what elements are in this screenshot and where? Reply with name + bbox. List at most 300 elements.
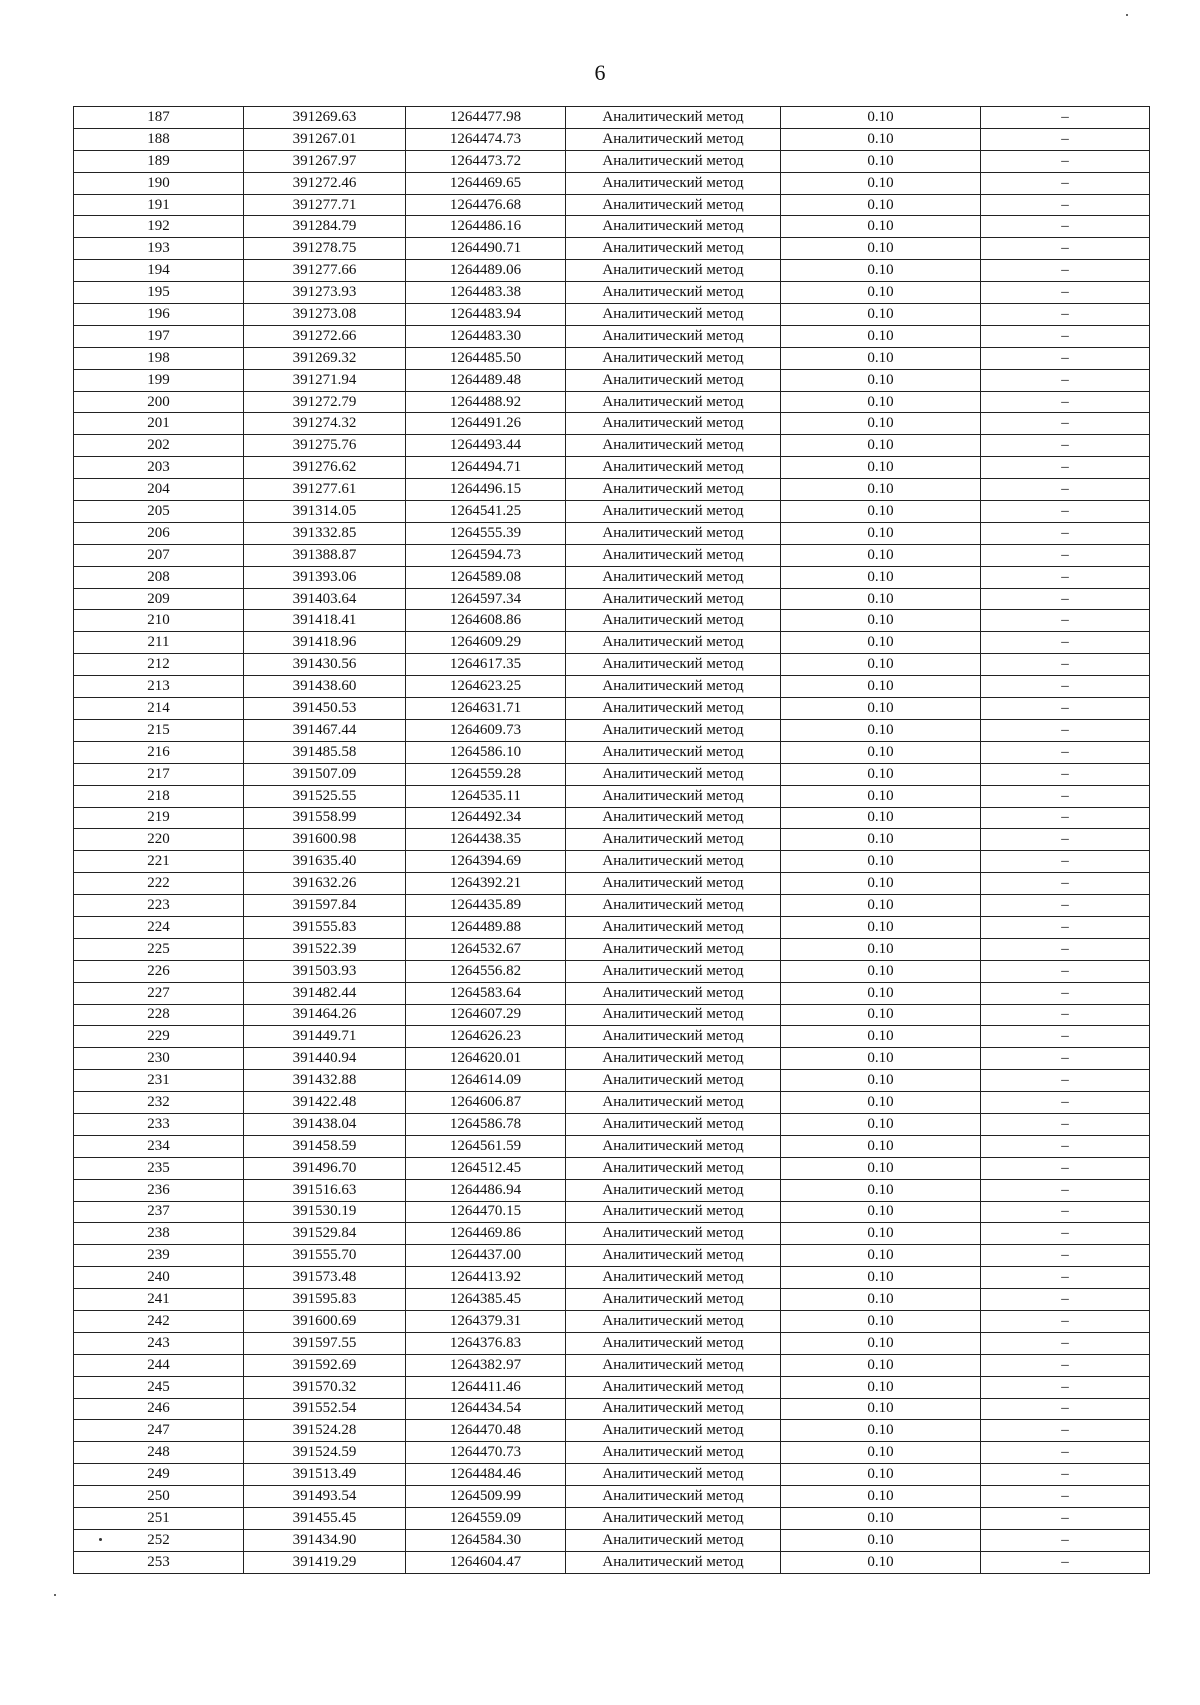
description-cell: – — [981, 938, 1150, 960]
accuracy-cell: 0.10 — [781, 588, 981, 610]
point-number-cell: 224 — [74, 916, 244, 938]
description-cell: – — [981, 610, 1150, 632]
y-coordinate-cell: 1264631.71 — [406, 698, 566, 720]
point-number-cell: 233 — [74, 1113, 244, 1135]
table-row — [74, 829, 1150, 851]
point-number-cell: 243 — [74, 1332, 244, 1354]
accuracy-cell: 0.10 — [781, 479, 981, 501]
table-row — [74, 851, 1150, 873]
x-coordinate-cell: 391269.63 — [244, 107, 406, 129]
y-coordinate-cell: 1264484.46 — [406, 1464, 566, 1486]
point-number-cell: 196 — [74, 304, 244, 326]
table-row — [74, 1310, 1150, 1332]
accuracy-cell: 0.10 — [781, 1157, 981, 1179]
description-cell: – — [981, 238, 1150, 260]
y-coordinate-cell: 1264607.29 — [406, 1004, 566, 1026]
point-number-cell: 234 — [74, 1135, 244, 1157]
x-coordinate-cell: 391632.26 — [244, 873, 406, 895]
table-row — [74, 544, 1150, 566]
description-cell: – — [981, 566, 1150, 588]
point-number-cell: 212 — [74, 654, 244, 676]
accuracy-cell: 0.10 — [781, 1201, 981, 1223]
description-cell: – — [981, 1332, 1150, 1354]
point-number-cell: 245 — [74, 1376, 244, 1398]
y-coordinate-cell: 1264483.94 — [406, 304, 566, 326]
method-cell: Аналитический метод — [566, 1551, 781, 1573]
table-row — [74, 982, 1150, 1004]
x-coordinate-cell: 391516.63 — [244, 1179, 406, 1201]
method-cell: Аналитический метод — [566, 895, 781, 917]
point-number-cell: 253 — [74, 1551, 244, 1573]
point-number-cell: 210 — [74, 610, 244, 632]
accuracy-cell: 0.10 — [781, 719, 981, 741]
accuracy-cell: 0.10 — [781, 741, 981, 763]
table-row — [74, 413, 1150, 435]
accuracy-cell: 0.10 — [781, 1310, 981, 1332]
description-cell: – — [981, 544, 1150, 566]
scan-speck — [1126, 14, 1128, 16]
point-number-cell: 208 — [74, 566, 244, 588]
point-number-cell: 198 — [74, 347, 244, 369]
accuracy-cell: 0.10 — [781, 982, 981, 1004]
table-row — [74, 479, 1150, 501]
y-coordinate-cell: 1264589.08 — [406, 566, 566, 588]
x-coordinate-cell: 391418.41 — [244, 610, 406, 632]
y-coordinate-cell: 1264541.25 — [406, 501, 566, 523]
y-coordinate-cell: 1264474.73 — [406, 128, 566, 150]
x-coordinate-cell: 391597.55 — [244, 1332, 406, 1354]
point-number-cell: 216 — [74, 741, 244, 763]
accuracy-cell: 0.10 — [781, 128, 981, 150]
method-cell: Аналитический метод — [566, 1070, 781, 1092]
description-cell: – — [981, 1420, 1150, 1442]
table-row — [74, 1529, 1150, 1551]
method-cell: Аналитический метод — [566, 1026, 781, 1048]
point-number-cell: 201 — [74, 413, 244, 435]
y-coordinate-cell: 1264489.06 — [406, 260, 566, 282]
accuracy-cell: 0.10 — [781, 304, 981, 326]
accuracy-cell: 0.10 — [781, 829, 981, 851]
point-number-cell: 226 — [74, 960, 244, 982]
point-number-cell: 215 — [74, 719, 244, 741]
accuracy-cell: 0.10 — [781, 1026, 981, 1048]
description-cell: – — [981, 588, 1150, 610]
description-cell: – — [981, 1026, 1150, 1048]
x-coordinate-cell: 391332.85 — [244, 522, 406, 544]
x-coordinate-cell: 391503.93 — [244, 960, 406, 982]
method-cell: Аналитический метод — [566, 369, 781, 391]
point-number-cell: 203 — [74, 457, 244, 479]
y-coordinate-cell: 1264470.48 — [406, 1420, 566, 1442]
table-row — [74, 807, 1150, 829]
description-cell: – — [981, 654, 1150, 676]
table-row — [74, 566, 1150, 588]
accuracy-cell: 0.10 — [781, 391, 981, 413]
point-number-cell: 244 — [74, 1354, 244, 1376]
table-row — [74, 1113, 1150, 1135]
method-cell: Аналитический метод — [566, 479, 781, 501]
x-coordinate-cell: 391524.28 — [244, 1420, 406, 1442]
x-coordinate-cell: 391271.94 — [244, 369, 406, 391]
y-coordinate-cell: 1264496.15 — [406, 479, 566, 501]
table-row — [74, 1289, 1150, 1311]
description-cell: – — [981, 194, 1150, 216]
description-cell: – — [981, 435, 1150, 457]
method-cell: Аналитический метод — [566, 1398, 781, 1420]
y-coordinate-cell: 1264559.28 — [406, 763, 566, 785]
description-cell: – — [981, 216, 1150, 238]
method-cell: Аналитический метод — [566, 172, 781, 194]
description-cell: – — [981, 982, 1150, 1004]
table-body — [74, 107, 1150, 1574]
method-cell: Аналитический метод — [566, 1289, 781, 1311]
y-coordinate-cell: 1264594.73 — [406, 544, 566, 566]
y-coordinate-cell: 1264477.98 — [406, 107, 566, 129]
table-row — [74, 522, 1150, 544]
x-coordinate-cell: 391455.45 — [244, 1508, 406, 1530]
table-row — [74, 741, 1150, 763]
method-cell: Аналитический метод — [566, 1267, 781, 1289]
y-coordinate-cell: 1264561.59 — [406, 1135, 566, 1157]
table-row — [74, 282, 1150, 304]
accuracy-cell: 0.10 — [781, 938, 981, 960]
y-coordinate-cell: 1264586.10 — [406, 741, 566, 763]
accuracy-cell: 0.10 — [781, 216, 981, 238]
point-number-cell: 211 — [74, 632, 244, 654]
accuracy-cell: 0.10 — [781, 676, 981, 698]
x-coordinate-cell: 391272.46 — [244, 172, 406, 194]
method-cell: Аналитический метод — [566, 698, 781, 720]
description-cell: – — [981, 895, 1150, 917]
point-number-cell: 214 — [74, 698, 244, 720]
x-coordinate-cell: 391284.79 — [244, 216, 406, 238]
y-coordinate-cell: 1264376.83 — [406, 1332, 566, 1354]
accuracy-cell: 0.10 — [781, 522, 981, 544]
y-coordinate-cell: 1264476.68 — [406, 194, 566, 216]
description-cell: – — [981, 1289, 1150, 1311]
point-number-cell: 197 — [74, 325, 244, 347]
method-cell: Аналитический метод — [566, 873, 781, 895]
accuracy-cell: 0.10 — [781, 1529, 981, 1551]
accuracy-cell: 0.10 — [781, 916, 981, 938]
x-coordinate-cell: 391467.44 — [244, 719, 406, 741]
method-cell: Аналитический метод — [566, 938, 781, 960]
accuracy-cell: 0.10 — [781, 566, 981, 588]
x-coordinate-cell: 391600.98 — [244, 829, 406, 851]
table-row — [74, 128, 1150, 150]
accuracy-cell: 0.10 — [781, 238, 981, 260]
point-number-cell: 250 — [74, 1486, 244, 1508]
x-coordinate-cell: 391525.55 — [244, 785, 406, 807]
table-row — [74, 1486, 1150, 1508]
y-coordinate-cell: 1264626.23 — [406, 1026, 566, 1048]
method-cell: Аналитический метод — [566, 588, 781, 610]
table-row — [74, 1420, 1150, 1442]
point-number-cell: 246 — [74, 1398, 244, 1420]
method-cell: Аналитический метод — [566, 1245, 781, 1267]
description-cell: – — [981, 719, 1150, 741]
description-cell: – — [981, 260, 1150, 282]
x-coordinate-cell: 391277.66 — [244, 260, 406, 282]
y-coordinate-cell: 1264492.34 — [406, 807, 566, 829]
table-row — [74, 1245, 1150, 1267]
table-row — [74, 938, 1150, 960]
description-cell: – — [981, 1245, 1150, 1267]
point-number-cell: 249 — [74, 1464, 244, 1486]
y-coordinate-cell: 1264555.39 — [406, 522, 566, 544]
point-number-cell: 190 — [74, 172, 244, 194]
x-coordinate-cell: 391524.59 — [244, 1442, 406, 1464]
method-cell: Аналитический метод — [566, 676, 781, 698]
description-cell: – — [981, 325, 1150, 347]
description-cell: – — [981, 1113, 1150, 1135]
x-coordinate-cell: 391422.48 — [244, 1092, 406, 1114]
accuracy-cell: 0.10 — [781, 1442, 981, 1464]
method-cell: Аналитический метод — [566, 457, 781, 479]
method-cell: Аналитический метод — [566, 1113, 781, 1135]
method-cell: Аналитический метод — [566, 1420, 781, 1442]
point-number-cell: 209 — [74, 588, 244, 610]
y-coordinate-cell: 1264494.71 — [406, 457, 566, 479]
point-number-cell: 220 — [74, 829, 244, 851]
accuracy-cell: 0.10 — [781, 544, 981, 566]
accuracy-cell: 0.10 — [781, 807, 981, 829]
y-coordinate-cell: 1264620.01 — [406, 1048, 566, 1070]
description-cell: – — [981, 785, 1150, 807]
x-coordinate-cell: 391558.99 — [244, 807, 406, 829]
method-cell: Аналитический метод — [566, 391, 781, 413]
method-cell: Аналитический метод — [566, 741, 781, 763]
description-cell: – — [981, 1092, 1150, 1114]
y-coordinate-cell: 1264559.09 — [406, 1508, 566, 1530]
point-number-cell: 217 — [74, 763, 244, 785]
point-number-cell: 222 — [74, 873, 244, 895]
coordinates-table — [73, 106, 1150, 1574]
method-cell: Аналитический метод — [566, 1201, 781, 1223]
description-cell: – — [981, 1354, 1150, 1376]
description-cell: – — [981, 1048, 1150, 1070]
table-row — [74, 501, 1150, 523]
accuracy-cell: 0.10 — [781, 632, 981, 654]
description-cell: – — [981, 501, 1150, 523]
method-cell: Аналитический метод — [566, 916, 781, 938]
x-coordinate-cell: 391272.66 — [244, 325, 406, 347]
x-coordinate-cell: 391314.05 — [244, 501, 406, 523]
method-cell: Аналитический метод — [566, 1135, 781, 1157]
method-cell: Аналитический метод — [566, 719, 781, 741]
accuracy-cell: 0.10 — [781, 851, 981, 873]
accuracy-cell: 0.10 — [781, 1464, 981, 1486]
table-row — [74, 1026, 1150, 1048]
point-number-cell: 202 — [74, 435, 244, 457]
point-number-cell: 228 — [74, 1004, 244, 1026]
point-number-cell: 239 — [74, 1245, 244, 1267]
y-coordinate-cell: 1264411.46 — [406, 1376, 566, 1398]
accuracy-cell: 0.10 — [781, 150, 981, 172]
table-row — [74, 698, 1150, 720]
method-cell: Аналитический метод — [566, 260, 781, 282]
accuracy-cell: 0.10 — [781, 1179, 981, 1201]
point-number-cell: 193 — [74, 238, 244, 260]
table-row — [74, 238, 1150, 260]
x-coordinate-cell: 391272.79 — [244, 391, 406, 413]
table-row — [74, 1223, 1150, 1245]
x-coordinate-cell: 391277.61 — [244, 479, 406, 501]
y-coordinate-cell: 1264489.88 — [406, 916, 566, 938]
table-row — [74, 960, 1150, 982]
table-row — [74, 632, 1150, 654]
method-cell: Аналитический метод — [566, 1442, 781, 1464]
description-cell: – — [981, 1070, 1150, 1092]
table-row — [74, 1551, 1150, 1573]
accuracy-cell: 0.10 — [781, 1223, 981, 1245]
method-cell: Аналитический метод — [566, 1464, 781, 1486]
point-number-cell: 231 — [74, 1070, 244, 1092]
x-coordinate-cell: 391522.39 — [244, 938, 406, 960]
x-coordinate-cell: 391278.75 — [244, 238, 406, 260]
y-coordinate-cell: 1264392.21 — [406, 873, 566, 895]
accuracy-cell: 0.10 — [781, 413, 981, 435]
accuracy-cell: 0.10 — [781, 1113, 981, 1135]
x-coordinate-cell: 391555.83 — [244, 916, 406, 938]
x-coordinate-cell: 391635.40 — [244, 851, 406, 873]
x-coordinate-cell: 391438.04 — [244, 1113, 406, 1135]
accuracy-cell: 0.10 — [781, 1048, 981, 1070]
accuracy-cell: 0.10 — [781, 1508, 981, 1530]
method-cell: Аналитический метод — [566, 851, 781, 873]
x-coordinate-cell: 391529.84 — [244, 1223, 406, 1245]
accuracy-cell: 0.10 — [781, 785, 981, 807]
scan-speck — [54, 1594, 56, 1596]
table-row — [74, 1157, 1150, 1179]
point-number-cell: 206 — [74, 522, 244, 544]
table-row — [74, 325, 1150, 347]
description-cell: – — [981, 1508, 1150, 1530]
point-number-cell: 199 — [74, 369, 244, 391]
y-coordinate-cell: 1264608.86 — [406, 610, 566, 632]
x-coordinate-cell: 391269.32 — [244, 347, 406, 369]
point-number-cell: 241 — [74, 1289, 244, 1311]
table-row — [74, 107, 1150, 129]
y-coordinate-cell: 1264379.31 — [406, 1310, 566, 1332]
y-coordinate-cell: 1264435.89 — [406, 895, 566, 917]
x-coordinate-cell: 391507.09 — [244, 763, 406, 785]
y-coordinate-cell: 1264623.25 — [406, 676, 566, 698]
point-number-cell: 225 — [74, 938, 244, 960]
method-cell: Аналитический метод — [566, 1092, 781, 1114]
method-cell: Аналитический метод — [566, 435, 781, 457]
description-cell: – — [981, 1267, 1150, 1289]
description-cell: – — [981, 873, 1150, 895]
y-coordinate-cell: 1264413.92 — [406, 1267, 566, 1289]
description-cell: – — [981, 1398, 1150, 1420]
x-coordinate-cell: 391267.97 — [244, 150, 406, 172]
table-row — [74, 1048, 1150, 1070]
accuracy-cell: 0.10 — [781, 194, 981, 216]
scan-speck — [99, 1538, 102, 1541]
accuracy-cell: 0.10 — [781, 1245, 981, 1267]
accuracy-cell: 0.10 — [781, 610, 981, 632]
x-coordinate-cell: 391570.32 — [244, 1376, 406, 1398]
accuracy-cell: 0.10 — [781, 435, 981, 457]
description-cell: – — [981, 413, 1150, 435]
table-row — [74, 1354, 1150, 1376]
description-cell: – — [981, 522, 1150, 544]
y-coordinate-cell: 1264437.00 — [406, 1245, 566, 1267]
x-coordinate-cell: 391450.53 — [244, 698, 406, 720]
method-cell: Аналитический метод — [566, 107, 781, 129]
y-coordinate-cell: 1264469.86 — [406, 1223, 566, 1245]
table-row — [74, 1442, 1150, 1464]
description-cell: – — [981, 1551, 1150, 1573]
x-coordinate-cell: 391438.60 — [244, 676, 406, 698]
y-coordinate-cell: 1264512.45 — [406, 1157, 566, 1179]
y-coordinate-cell: 1264614.09 — [406, 1070, 566, 1092]
description-cell: – — [981, 829, 1150, 851]
accuracy-cell: 0.10 — [781, 457, 981, 479]
description-cell: – — [981, 1310, 1150, 1332]
description-cell: – — [981, 1004, 1150, 1026]
x-coordinate-cell: 391440.94 — [244, 1048, 406, 1070]
y-coordinate-cell: 1264597.34 — [406, 588, 566, 610]
y-coordinate-cell: 1264488.92 — [406, 391, 566, 413]
accuracy-cell: 0.10 — [781, 1289, 981, 1311]
description-cell: – — [981, 1376, 1150, 1398]
table-row — [74, 304, 1150, 326]
accuracy-cell: 0.10 — [781, 895, 981, 917]
accuracy-cell: 0.10 — [781, 172, 981, 194]
description-cell: – — [981, 347, 1150, 369]
table-row — [74, 369, 1150, 391]
table-row — [74, 1376, 1150, 1398]
accuracy-cell: 0.10 — [781, 1004, 981, 1026]
method-cell: Аналитический метод — [566, 982, 781, 1004]
table-row — [74, 895, 1150, 917]
method-cell: Аналитический метод — [566, 1223, 781, 1245]
y-coordinate-cell: 1264617.35 — [406, 654, 566, 676]
point-number-cell: 204 — [74, 479, 244, 501]
table-row — [74, 435, 1150, 457]
method-cell: Аналитический метод — [566, 785, 781, 807]
method-cell: Аналитический метод — [566, 325, 781, 347]
accuracy-cell: 0.10 — [781, 325, 981, 347]
y-coordinate-cell: 1264609.73 — [406, 719, 566, 741]
description-cell: – — [981, 1529, 1150, 1551]
table-row — [74, 1179, 1150, 1201]
point-number-cell: 219 — [74, 807, 244, 829]
table-row — [74, 1464, 1150, 1486]
x-coordinate-cell: 391393.06 — [244, 566, 406, 588]
accuracy-cell: 0.10 — [781, 501, 981, 523]
method-cell: Аналитический метод — [566, 1354, 781, 1376]
accuracy-cell: 0.10 — [781, 763, 981, 785]
point-number-cell: 252 — [74, 1529, 244, 1551]
method-cell: Аналитический метод — [566, 610, 781, 632]
x-coordinate-cell: 391274.32 — [244, 413, 406, 435]
table-row — [74, 347, 1150, 369]
accuracy-cell: 0.10 — [781, 282, 981, 304]
table-row — [74, 1070, 1150, 1092]
point-number-cell: 251 — [74, 1508, 244, 1530]
table-row — [74, 873, 1150, 895]
point-number-cell: 187 — [74, 107, 244, 129]
y-coordinate-cell: 1264509.99 — [406, 1486, 566, 1508]
description-cell: – — [981, 960, 1150, 982]
description-cell: – — [981, 172, 1150, 194]
table-row — [74, 1201, 1150, 1223]
x-coordinate-cell: 391277.71 — [244, 194, 406, 216]
accuracy-cell: 0.10 — [781, 698, 981, 720]
